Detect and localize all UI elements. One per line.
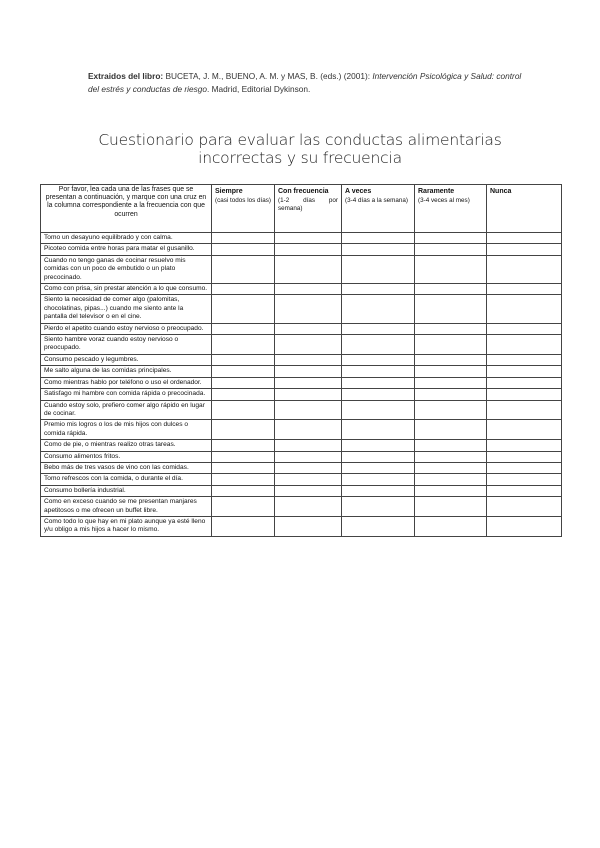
column-header-raramente xyxy=(415,185,487,233)
answer-cell[interactable] xyxy=(275,485,342,496)
answer-cell[interactable] xyxy=(275,516,342,536)
table-row xyxy=(41,366,562,377)
column-name: Con frecuencia xyxy=(278,188,329,195)
answer-cell[interactable] xyxy=(487,389,562,400)
answer-cell[interactable] xyxy=(487,233,562,244)
answer-cell[interactable] xyxy=(415,516,487,536)
answer-cell[interactable] xyxy=(342,400,415,420)
questionnaire-table xyxy=(40,184,562,537)
table-row xyxy=(41,400,562,420)
answer-cell[interactable] xyxy=(275,420,342,440)
answer-cell[interactable] xyxy=(415,462,487,473)
answer-cell[interactable] xyxy=(487,354,562,365)
column-header-a-veces xyxy=(342,185,415,233)
answer-cell[interactable] xyxy=(342,420,415,440)
answer-cell[interactable] xyxy=(415,335,487,355)
question-text: Como mientras hablo por teléfono o uso el ordenador. xyxy=(41,377,212,388)
answer-cell[interactable] xyxy=(342,323,415,334)
answer-cell[interactable] xyxy=(342,462,415,473)
question-text: Como en exceso cuando se me presentan manjares apetitosos o me ofrecen un buffet libre. xyxy=(41,497,212,517)
column-name: Nunca xyxy=(490,188,512,195)
question-text: Consumo alimentos fritos. xyxy=(41,451,212,462)
answer-cell[interactable] xyxy=(212,420,275,440)
table-row xyxy=(41,389,562,400)
answer-cell[interactable] xyxy=(212,440,275,451)
question-text: Como con prisa, sin prestar atención a lo que consumo. xyxy=(41,284,212,295)
answer-cell[interactable] xyxy=(275,474,342,485)
table-row xyxy=(41,377,562,388)
answer-cell[interactable] xyxy=(487,440,562,451)
answer-cell[interactable] xyxy=(212,377,275,388)
answer-cell[interactable] xyxy=(415,400,487,420)
answer-cell[interactable] xyxy=(275,389,342,400)
question-text: Pierdo el apetito cuando estoy nervioso o preocupado. xyxy=(41,323,212,334)
answer-cell[interactable] xyxy=(342,295,415,323)
answer-cell[interactable] xyxy=(342,440,415,451)
answer-cell[interactable] xyxy=(212,295,275,323)
answer-cell[interactable] xyxy=(487,255,562,283)
question-text: Premio mis logros o los de mis hijos con dulces o comida rápida. xyxy=(41,420,212,440)
header-row xyxy=(41,185,562,233)
question-text: Satisfago mi hambre con comida rápida o precocinada. xyxy=(41,389,212,400)
column-sub: (3-4 días a la semana) xyxy=(345,197,408,205)
citation-label: Extraidos del libro: xyxy=(88,71,164,81)
answer-cell[interactable] xyxy=(415,497,487,517)
answer-cell[interactable] xyxy=(275,377,342,388)
answer-cell[interactable] xyxy=(415,295,487,323)
answer-cell[interactable] xyxy=(342,366,415,377)
column-name: A veces xyxy=(345,188,372,195)
answer-cell[interactable] xyxy=(275,255,342,283)
answer-cell[interactable] xyxy=(275,244,342,255)
answer-cell[interactable] xyxy=(342,451,415,462)
answer-cell[interactable] xyxy=(342,474,415,485)
answer-cell[interactable] xyxy=(487,462,562,473)
column-name: Raramente xyxy=(418,188,455,195)
answer-cell[interactable] xyxy=(487,451,562,462)
column-sub: (1-2 días por semana) xyxy=(278,197,338,213)
answer-cell[interactable] xyxy=(415,474,487,485)
answer-cell[interactable] xyxy=(487,497,562,517)
answer-cell[interactable] xyxy=(275,366,342,377)
answer-cell[interactable] xyxy=(212,255,275,283)
answer-cell[interactable] xyxy=(275,354,342,365)
column-name: Siempre xyxy=(215,188,243,195)
answer-cell[interactable] xyxy=(275,295,342,323)
answer-cell[interactable] xyxy=(212,335,275,355)
answer-cell[interactable] xyxy=(342,497,415,517)
table-row xyxy=(41,354,562,365)
question-text: Consumo pescado y legumbres. xyxy=(41,354,212,365)
answer-cell[interactable] xyxy=(342,389,415,400)
title-line-1: Cuestionario para evaluar las conductas alimentarias xyxy=(98,131,502,149)
answer-cell[interactable] xyxy=(212,451,275,462)
answer-cell[interactable] xyxy=(487,400,562,420)
question-text: Tomo refrescos con la comida, o durante el día. xyxy=(41,474,212,485)
column-header-siempre xyxy=(212,185,275,233)
answer-cell[interactable] xyxy=(275,440,342,451)
answer-cell[interactable] xyxy=(487,366,562,377)
answer-cell[interactable] xyxy=(342,284,415,295)
answer-cell[interactable] xyxy=(275,335,342,355)
answer-cell[interactable] xyxy=(415,366,487,377)
question-text: Me salto alguna de las comidas principales. xyxy=(41,366,212,377)
questionnaire-title xyxy=(60,131,540,167)
citation-authors: BUCETA, J. M., BUENO, A. M. y MAS, B. (eds.) (2001): xyxy=(163,71,373,81)
question-text: Siento hambre voraz cuando estoy nervioso o preocupado. xyxy=(41,335,212,355)
answer-cell[interactable] xyxy=(212,233,275,244)
answer-cell[interactable] xyxy=(275,497,342,517)
answer-cell[interactable] xyxy=(415,284,487,295)
table-row xyxy=(41,497,562,517)
answer-cell[interactable] xyxy=(415,233,487,244)
table-row xyxy=(41,485,562,496)
answer-cell[interactable] xyxy=(212,354,275,365)
question-text: Siento la necesidad de comer algo (palomitas, chocolatinas, pipas...) cuando me siento ante la pantalla del televisor o en el cine. xyxy=(41,295,212,323)
question-text: Consumo bollería industrial. xyxy=(41,485,212,496)
answer-cell[interactable] xyxy=(415,244,487,255)
answer-cell[interactable] xyxy=(487,377,562,388)
table-row xyxy=(41,516,562,536)
column-header-nunca xyxy=(487,185,562,233)
answer-cell[interactable] xyxy=(487,323,562,334)
table-row xyxy=(41,323,562,334)
table-row xyxy=(41,420,562,440)
answer-cell[interactable] xyxy=(342,244,415,255)
column-sub: (3-4 veces al mes) xyxy=(418,197,470,205)
answer-cell[interactable] xyxy=(212,244,275,255)
instruction-header: Por favor, lea cada una de las frases que se presentan a continuación, y marque con una cruz en la columna correspondiente a la frecuencia con que ocurren xyxy=(41,185,212,233)
answer-cell[interactable] xyxy=(342,516,415,536)
book-citation xyxy=(88,70,528,95)
citation-book-title: Intervención Psicológica y Salud: control del estrés y conductas de riesgo xyxy=(88,71,522,94)
answer-cell[interactable] xyxy=(487,420,562,440)
answer-cell[interactable] xyxy=(342,354,415,365)
answer-cell[interactable] xyxy=(487,335,562,355)
question-text: Cuando no tengo ganas de cocinar resuelvo mis comidas con un poco de embutido o un plato precocinado. xyxy=(41,255,212,283)
answer-cell[interactable] xyxy=(212,497,275,517)
answer-cell[interactable] xyxy=(275,233,342,244)
answer-cell[interactable] xyxy=(415,377,487,388)
answer-cell[interactable] xyxy=(275,451,342,462)
answer-cell[interactable] xyxy=(275,400,342,420)
answer-cell[interactable] xyxy=(212,474,275,485)
answer-cell[interactable] xyxy=(342,485,415,496)
table-row xyxy=(41,244,562,255)
table-row xyxy=(41,233,562,244)
question-text: Tomo un desayuno equilibrado y con calma. xyxy=(41,233,212,244)
answer-cell[interactable] xyxy=(212,485,275,496)
table-row xyxy=(41,451,562,462)
answer-cell[interactable] xyxy=(415,389,487,400)
answer-cell[interactable] xyxy=(212,284,275,295)
table-row xyxy=(41,255,562,283)
table-row xyxy=(41,440,562,451)
title-line-2: incorrectas y su frecuencia xyxy=(198,149,402,167)
table-row xyxy=(41,284,562,295)
question-text: Como todo lo que hay en mi plato aunque ya esté lleno y/u obligo a mis hijos a hacer lo mismo. xyxy=(41,516,212,536)
answer-cell[interactable] xyxy=(275,323,342,334)
answer-cell[interactable] xyxy=(415,420,487,440)
answer-cell[interactable] xyxy=(342,377,415,388)
column-sub: (casi todos los días) xyxy=(215,197,271,205)
answer-cell[interactable] xyxy=(212,400,275,420)
answer-cell[interactable] xyxy=(415,451,487,462)
answer-cell[interactable] xyxy=(212,516,275,536)
question-text: Cuando estoy solo, prefiero comer algo rápido en lugar de cocinar. xyxy=(41,400,212,420)
table-row xyxy=(41,474,562,485)
answer-cell[interactable] xyxy=(415,485,487,496)
answer-cell[interactable] xyxy=(212,366,275,377)
question-text: Como de pie, o mientras realizo otras tareas. xyxy=(41,440,212,451)
column-header-con-frecuencia xyxy=(275,185,342,233)
answer-cell[interactable] xyxy=(342,255,415,283)
question-text: Bebo más de tres vasos de vino con las comidas. xyxy=(41,462,212,473)
answer-cell[interactable] xyxy=(212,462,275,473)
answer-cell[interactable] xyxy=(212,389,275,400)
question-text: Picoteo comida entre horas para matar el gusanillo. xyxy=(41,244,212,255)
answer-cell[interactable] xyxy=(487,284,562,295)
citation-publisher: . Madrid, Editorial Dykinson. xyxy=(207,83,311,94)
answer-cell[interactable] xyxy=(415,440,487,451)
answer-cell[interactable] xyxy=(487,474,562,485)
answer-cell[interactable] xyxy=(342,233,415,244)
table-row xyxy=(41,335,562,355)
table-row xyxy=(41,462,562,473)
answer-cell[interactable] xyxy=(487,244,562,255)
answer-cell[interactable] xyxy=(415,323,487,334)
answer-cell[interactable] xyxy=(487,295,562,323)
answer-cell[interactable] xyxy=(342,335,415,355)
answer-cell[interactable] xyxy=(487,516,562,536)
answer-cell[interactable] xyxy=(415,354,487,365)
answer-cell[interactable] xyxy=(212,323,275,334)
answer-cell[interactable] xyxy=(275,284,342,295)
table-row xyxy=(41,295,562,323)
answer-cell[interactable] xyxy=(415,255,487,283)
answer-cell[interactable] xyxy=(487,485,562,496)
answer-cell[interactable] xyxy=(275,462,342,473)
